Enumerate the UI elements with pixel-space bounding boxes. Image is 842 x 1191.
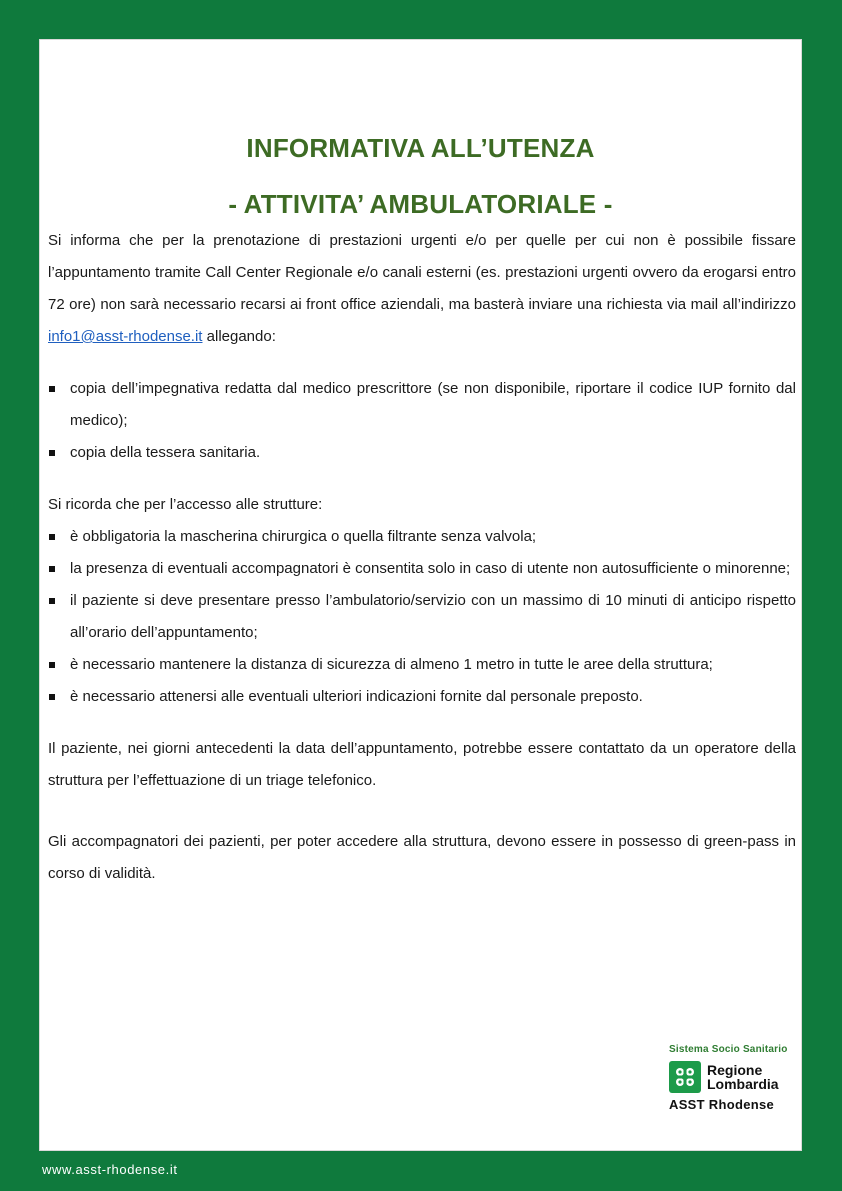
list-item [48, 681, 796, 713]
intro-text: Si informa che per la prenotazione di prestazioni urgenti e/o per quelle per cui non è possibile fissare l’appuntamento tramite Call Center Regionale e/o canali esterni (es. prestazioni urgenti ovvero da erogarsi entro 72 ore) non sarà necessario recarsi ai front office aziendali, ma basterà inviare una richiesta via mail all’indirizzo [48, 232, 796, 313]
list-item-text: è necessario attenersi alle eventuali ulteriori indicazioni fornite dal personale preposto. [70, 688, 643, 705]
title-line-2: - ATTIVITA’ AMBULATORIALE - [228, 189, 613, 219]
title-line-1: INFORMATIVA ALL’UTENZA [246, 133, 595, 163]
list-item [48, 373, 796, 437]
list-item [48, 521, 796, 553]
intro-paragraph [48, 225, 796, 353]
logo-region-line-2: Lombardia [707, 1076, 779, 1092]
list-item-text: copia dell’impegnativa redatta dal medico prescrittore (se non disponibile, riportare il codice IUP fornito dal medico); [70, 380, 796, 429]
bullet-square-icon [49, 662, 55, 668]
bullet-square-icon [49, 386, 55, 392]
bullet-square-icon [49, 694, 55, 700]
email-link[interactable]: info1@asst-rhodense.it [48, 328, 203, 345]
triage-paragraph: Il paziente, nei giorni antecedenti la data dell’appuntamento, potrebbe essere contattato da un operatore della struttura per l’effettuazione di un triage telefonico. [48, 740, 796, 789]
document-sheet [39, 39, 802, 1151]
list-item [48, 437, 796, 469]
footer-website-url[interactable]: www.asst-rhodense.it [42, 1162, 178, 1177]
list-item-text: è necessario mantenere la distanza di sicurezza di almeno 1 metro in tutte le aree della struttura; [70, 656, 713, 673]
logo-region-line-1: Regione [707, 1062, 763, 1078]
document-title [40, 133, 801, 219]
bullet-square-icon [49, 534, 55, 540]
attachments-list [48, 373, 796, 469]
asst-rhodense-logo [669, 1044, 799, 1112]
bullet-square-icon [49, 598, 55, 604]
list-item [48, 585, 796, 649]
list-item-text: è obbligatoria la mascherina chirurgica o quella filtrante senza valvola; [70, 528, 537, 545]
logo-system-label: Sistema Socio Sanitario [669, 1044, 788, 1055]
access-rules-list [48, 521, 796, 713]
access-heading: Si ricorda che per l’accesso alle strutture: [48, 496, 323, 513]
list-item-text: il paziente si deve presentare presso l’ambulatorio/servizio con un massimo di 10 minuti di anticipo rispetto all’orario dell’appuntamento; [70, 592, 796, 641]
list-item-text: la presenza di eventuali accompagnatori è consentita solo in caso di utente non autosufficiente o minorenne; [70, 560, 791, 577]
bullet-square-icon [49, 450, 55, 456]
logo-agency-name: ASST Rhodense [669, 1097, 775, 1112]
regione-lombardia-rose-icon [669, 1061, 701, 1093]
list-item-text: copia della tessera sanitaria. [70, 444, 261, 461]
intro-text-end: allegando: [202, 328, 276, 345]
list-item [48, 649, 796, 681]
list-item [48, 553, 796, 585]
greenpass-paragraph: Gli accompagnatori dei pazienti, per poter accedere alla struttura, devono essere in possesso di green-pass in corso di validità. [48, 833, 796, 882]
document-body [48, 225, 796, 890]
bullet-square-icon [49, 566, 55, 572]
